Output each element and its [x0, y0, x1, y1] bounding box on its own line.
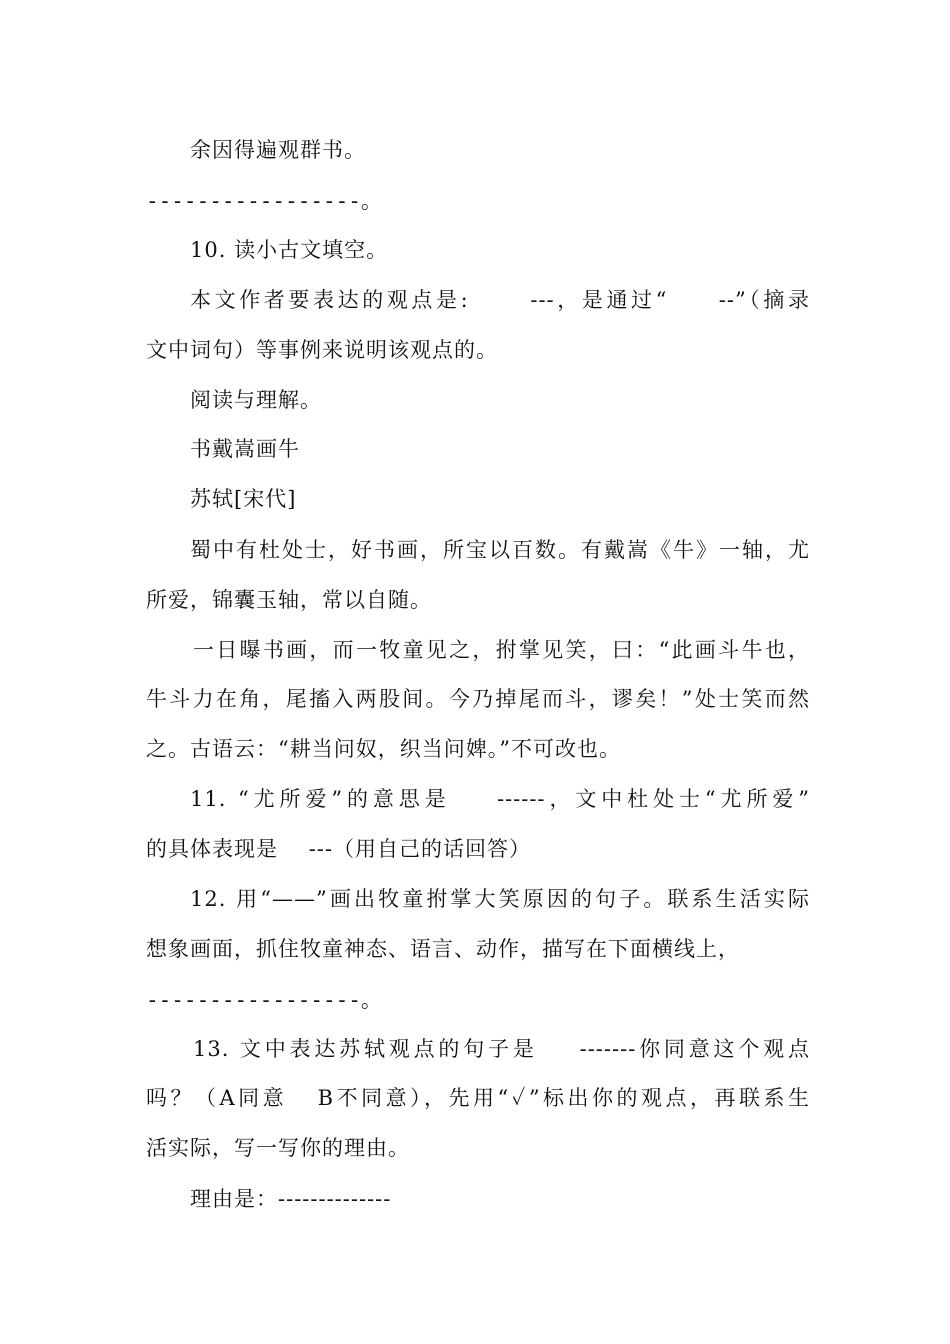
question-11-line-2: 的具体表现是 ---（用自己的话回答）: [146, 837, 531, 861]
question-10-prompt-line-1: 本文作者要表达的观点是: ---，是通过“ --”（摘录: [190, 288, 810, 312]
question-13-line-2: 吗？（A同意 B不同意），先用“✓”标出你的观点，再联系生: [146, 1086, 810, 1110]
question-10-heading: 10. 读小古文填空。: [190, 238, 389, 262]
reason-answer-line: 理由是：--------------: [190, 1187, 392, 1211]
text-line-ancient-sentence: 余因得遍观群书。: [190, 138, 366, 162]
passage-title: 书戴嵩画牛: [190, 437, 300, 461]
passage-line-1: 蜀中有杜处士，好书画，所宝以百数。有戴嵩《牛》一轴，尤: [190, 538, 810, 562]
question-10-prompt-line-2: 文中词句）等事例来说明该观点的。: [146, 338, 498, 362]
passage-author: 苏轼[宋代]: [190, 487, 297, 511]
passage-line-2: 所爱，锦囊玉轴，常以自随。: [146, 588, 432, 612]
question-11-line-1: 11. “尤所爱”的意思是 ------，文中杜处士“尤所爱”: [190, 787, 810, 811]
answer-blank-line: -----------------。: [146, 988, 382, 1012]
passage-line-5: 之。古语云：“耕当问奴，织当问婢。”不可改也。: [146, 737, 621, 761]
question-13-line-1: 13. 文中表达苏轼观点的句子是 -------你同意这个观点: [193, 1037, 810, 1061]
passage-line-4: 牛斗力在角，尾搐入两股间。今乃掉尾而斗，谬矣！”处士笑而然: [146, 687, 810, 711]
question-12-line-2: 想象画面，抓住牧童神态、语言、动作，描写在下面横线上，: [146, 937, 740, 961]
section-heading-reading: 阅读与理解。: [190, 388, 322, 412]
question-13-line-3: 活实际，写一写你的理由。: [146, 1136, 410, 1160]
passage-line-3: 一日曝书画，而一牧童见之，拊掌见笑，曰：“此画斗牛也，: [193, 638, 810, 662]
answer-blank-line: -----------------。: [146, 189, 382, 213]
question-12-line-1: 12. 用“——”画出牧童拊掌大笑原因的句子。联系生活实际: [190, 887, 810, 911]
